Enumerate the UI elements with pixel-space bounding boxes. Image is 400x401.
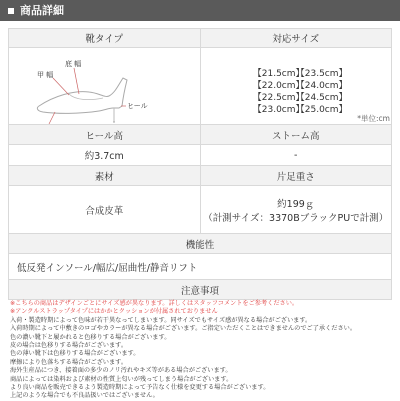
heel-label: ヒール (127, 102, 148, 110)
weight-header: 片足重さ (200, 166, 392, 186)
note-line: 入荷・製造時期によって色味が若干異なってしまいます。同サイズでもサイズ感が異なる場合がございます。 (10, 316, 312, 324)
note-line: 色の濃い靴下と履かれると色移りする場合がございます。 (10, 333, 171, 341)
size-row: 【23.0cm】【25.0cm】 (252, 104, 348, 115)
storm-height-header: ストーム高 (200, 125, 392, 145)
spec-table (8, 124, 392, 300)
material-header: 素材 (9, 166, 201, 186)
heel-height-header: ヒール高 (9, 125, 201, 145)
weight-value (200, 186, 392, 234)
sizes-header: 対応サイズ (200, 29, 392, 48)
size-row: 【22.0cm】【24.0cm】 (252, 80, 348, 91)
function-header: 機能性 (9, 234, 392, 254)
notes-header: 注意事項 (9, 280, 392, 300)
square-icon (8, 8, 14, 14)
section-header (0, 0, 400, 21)
shoe-type-header: 靴タイプ (9, 29, 201, 48)
toe-height-label: 底 幅 (65, 60, 82, 68)
weight-measure-note: （計測サイズ：3370BブラックPUで計測） (203, 212, 389, 224)
size-table (8, 28, 392, 136)
weight-value-main: 約199ｇ (277, 198, 315, 210)
note-line: 色の薄い靴下は色移りする場合がございます。 (10, 350, 140, 358)
size-row: 【22.5cm】【24.5cm】 (252, 92, 348, 103)
note-line: 上記のような場合でも不良品扱いではございません。 (10, 392, 159, 400)
shoe-diagram-cell (9, 48, 201, 136)
note-red: ※こちらの商品はデザインごとにサイズ感が異なります。詳しくはスタッフコメントをご参考ください。 (10, 300, 299, 307)
heel-height-value: 約3.7cm (9, 145, 201, 166)
instep-label: 甲 幅 (37, 71, 54, 79)
shoe-diagram (9, 48, 199, 132)
note-line: より良い商品を販売できるよう製造時期によって予告なく仕様を変更する場合がございます。 (10, 384, 270, 392)
size-list (252, 68, 348, 116)
size-row: 【21.5cm】【23.5cm】 (252, 68, 348, 79)
note-line: 海外生産品につき、接着面の多少のノリ汚れやキズ等がある場合がございます。 (10, 367, 232, 375)
note-line: 摩擦により色落ちする場合がございます。 (10, 358, 128, 366)
note-line: 入荷時期によって中敷きのロゴやカラーが異なる場合がございます。ご指定いただくことはできませんのでご了承ください。 (10, 325, 357, 333)
function-value: 低反発インソール/幅広/屈曲性/静音リフト (9, 254, 392, 280)
note-line: 皮の場合は色移りする場合がございます。 (10, 342, 128, 350)
unit-note: *単位:cm (357, 114, 390, 123)
material-value: 合成皮革 (9, 186, 201, 234)
storm-height-value: - (200, 145, 392, 166)
section-title: 商品詳細 (20, 4, 64, 17)
notes-list (10, 300, 390, 401)
note-red: ※アンクルストラップタイプにはかかとクッションが付属されておりません (10, 308, 218, 316)
note-line: 商品によっては染料および素材の性質上匂いが残ってしまう場合がございます。 (10, 375, 233, 383)
